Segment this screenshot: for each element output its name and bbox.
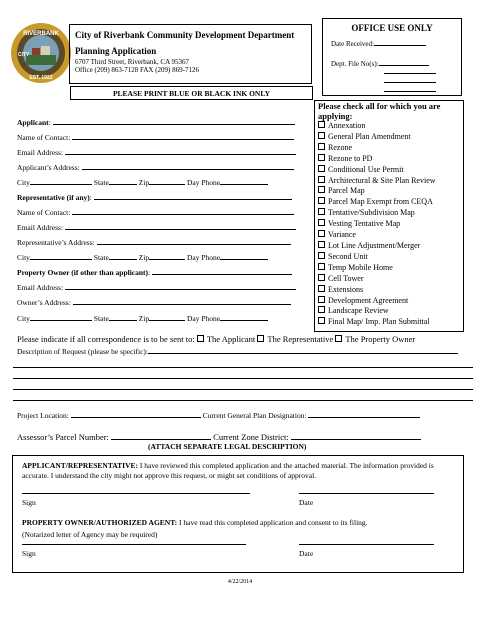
- dept-file-field[interactable]: [379, 58, 429, 66]
- header-frame: [69, 24, 312, 84]
- correspondence-option-owner[interactable]: The Property Owner: [335, 334, 415, 344]
- applicant-email-field[interactable]: [65, 147, 296, 155]
- owner-note: (Notarized letter of Agency may be required): [22, 530, 158, 539]
- checklist-item[interactable]: Annexation: [318, 121, 458, 132]
- applicant-row: Applicant:: [17, 117, 295, 127]
- date-received-field[interactable]: [374, 38, 426, 46]
- svg-text:CITY: CITY: [18, 52, 30, 58]
- checklist-item[interactable]: General Plan Amendment: [318, 132, 458, 143]
- apn-field[interactable]: [111, 432, 211, 440]
- ink-notice-box: [70, 86, 313, 100]
- applicant-email-row: Email Address:: [17, 147, 296, 157]
- org-phone: Office (209) 863-7128 FAX (209) 869-7126: [75, 66, 199, 74]
- rep-city-row: City State Zip Day Phone: [17, 252, 268, 262]
- rep-state-field[interactable]: [109, 252, 137, 260]
- svg-text:EST. 1922: EST. 1922: [29, 75, 53, 81]
- applicant-certification: APPLICANT/REPRESENTATIVE: I have reviewed this completed application and the attached material. The information provided is accurate. I understand the city might not approve this request, or might set conditions of approval.: [22, 461, 434, 480]
- owner-date-label: Date: [299, 549, 314, 558]
- checkbox-icon: [318, 143, 325, 150]
- description-field-line-1[interactable]: [148, 346, 458, 354]
- description-field-line-4[interactable]: [13, 389, 473, 390]
- rep-phone-field[interactable]: [220, 252, 268, 260]
- checkbox-icon: [318, 230, 325, 237]
- applicant-address-field[interactable]: [82, 162, 294, 170]
- rep-contact-name-row: Name of Contact:: [17, 207, 294, 217]
- owner-address-row: Owner’s Address:: [17, 297, 291, 307]
- project-location-field[interactable]: [71, 410, 201, 418]
- checklist-item[interactable]: Landscape Review: [318, 306, 458, 317]
- checkbox-icon: [318, 121, 325, 128]
- applicant-date-field[interactable]: [299, 493, 434, 494]
- owner-zip-field[interactable]: [149, 313, 185, 321]
- org-name: City of Riverbank Community Development Department: [75, 30, 295, 40]
- contact-name-field[interactable]: [72, 132, 294, 140]
- rep-address-row: Representative’s Address:: [17, 237, 291, 247]
- owner-email-row: Email Address:: [17, 282, 296, 292]
- org-address: 6707 Third Street, Riverbank, CA 95367: [75, 58, 189, 66]
- correspondence-option-applicant[interactable]: The Applicant: [197, 334, 255, 344]
- applicant-phone-field[interactable]: [220, 177, 268, 185]
- checklist-item[interactable]: Variance: [318, 230, 458, 241]
- checkbox-icon: [318, 186, 325, 193]
- dept-file-label: Dept. File No(s):: [331, 58, 429, 68]
- applicant-sign-field[interactable]: [22, 493, 250, 494]
- attach-note: (ATTACH SEPARATE LEGAL DESCRIPTION): [148, 442, 307, 451]
- checkbox-icon: [318, 219, 325, 226]
- checklist-item[interactable]: Temp Mobile Home: [318, 263, 458, 274]
- rep-contact-name-field[interactable]: [72, 207, 294, 215]
- current-zone-field[interactable]: [291, 432, 421, 440]
- application-type-checklist: [318, 101, 458, 328]
- applicant-sign-label: Sign: [22, 498, 36, 507]
- checklist-title: Please check all for which you are applying:: [318, 101, 441, 121]
- owner-email-field[interactable]: [65, 282, 296, 290]
- rep-zip-field[interactable]: [149, 252, 185, 260]
- apn-row: Assessor’s Parcel Number: Current Zone District:: [17, 432, 421, 442]
- office-use-title: OFFICE USE ONLY: [351, 23, 433, 33]
- description-field-line-3[interactable]: [13, 378, 473, 379]
- ink-notice: PLEASE PRINT BLUE OR BLACK INK ONLY: [112, 89, 271, 98]
- applicant-zip-field[interactable]: [149, 177, 185, 185]
- dept-file-line-4[interactable]: [384, 91, 436, 92]
- owner-address-field[interactable]: [73, 297, 291, 305]
- description-label-row: Description of Request (please be specific):: [17, 346, 458, 356]
- checkbox-icon: [318, 252, 325, 259]
- checkbox-icon: [318, 241, 325, 248]
- footer-date: 4/22/2014: [227, 579, 253, 585]
- rep-address-field[interactable]: [97, 237, 291, 245]
- checkbox-icon: [318, 132, 325, 139]
- dept-file-line-2[interactable]: [384, 73, 436, 74]
- owner-city-field[interactable]: [30, 313, 92, 321]
- checklist-item[interactable]: Rezone: [318, 143, 458, 154]
- checklist-item[interactable]: Development Agreement: [318, 296, 458, 307]
- rep-email-row: Email Address:: [17, 222, 296, 232]
- checklist-item[interactable]: Parcel Map: [318, 186, 458, 197]
- representative-field[interactable]: [94, 192, 292, 200]
- checkbox-icon: [318, 285, 325, 292]
- checkbox-icon: [318, 197, 325, 204]
- applicant-state-field[interactable]: [109, 177, 137, 185]
- checklist-item[interactable]: Extensions: [318, 285, 458, 296]
- checkbox-icon: [318, 296, 325, 303]
- applicant-city-field[interactable]: [30, 177, 92, 185]
- rep-email-field[interactable]: [65, 222, 296, 230]
- checkbox-icon: [335, 335, 342, 342]
- owner-sign-label: Sign: [22, 549, 36, 558]
- checklist-item[interactable]: Tentative/Subdivision Map: [318, 208, 458, 219]
- contact-name-row: Name of Contact:: [17, 132, 294, 142]
- owner-certification: PROPERTY OWNER/AUTHORIZED AGENT: I have read this completed application and consent to its filing.: [22, 518, 368, 527]
- checklist-item[interactable]: Rezone to PD: [318, 154, 458, 165]
- applicant-date-label: Date: [299, 498, 314, 507]
- city-seal-logo: [10, 22, 72, 84]
- owner-state-field[interactable]: [109, 313, 137, 321]
- date-received-label: Date Received:: [331, 38, 426, 48]
- correspondence-option-representative[interactable]: The Representative: [257, 334, 333, 344]
- description-field-line-5[interactable]: [13, 400, 473, 401]
- project-location-row: Project Location: Current General Plan Designation:: [17, 410, 420, 420]
- owner-sign-field[interactable]: [22, 544, 246, 545]
- owner-date-field[interactable]: [299, 544, 434, 545]
- rep-city-field[interactable]: [30, 252, 92, 260]
- checkbox-icon: [318, 154, 325, 161]
- checkbox-icon: [318, 306, 325, 313]
- office-use-box: [322, 18, 462, 96]
- checkbox-icon: [318, 263, 325, 270]
- checkbox-icon: [257, 335, 264, 342]
- checklist-item[interactable]: Final Map/ Imp. Plan Submittal: [318, 317, 458, 328]
- checkbox-icon: [197, 335, 204, 342]
- checkbox-icon: [318, 176, 325, 183]
- description-field-line-2[interactable]: [13, 367, 473, 368]
- form-title: Planning Application: [75, 46, 157, 56]
- property-owner-row: Property Owner (if other than applicant):: [17, 267, 292, 277]
- checklist-item[interactable]: Second Unit: [318, 252, 458, 263]
- current-gp-field[interactable]: [308, 410, 420, 418]
- checklist-item[interactable]: Architectural & Site Plan Review: [318, 176, 458, 187]
- owner-city-row: City State Zip Day Phone: [17, 313, 268, 323]
- checkbox-icon: [318, 317, 325, 324]
- property-owner-field[interactable]: [152, 267, 292, 275]
- applicant-city-row: City State Zip Day Phone: [17, 177, 268, 187]
- checklist-item[interactable]: Lot Line Adjustment/Merger: [318, 241, 458, 252]
- correspondence-row: Please indicate if all correspondence is to be sent to: The Applicant The Representative The Property Owner: [17, 334, 416, 344]
- applicant-address-row: Applicant’s Address:: [17, 162, 294, 172]
- checklist-item[interactable]: Vesting Tentative Map: [318, 219, 458, 230]
- owner-phone-field[interactable]: [220, 313, 268, 321]
- checkbox-icon: [318, 208, 325, 215]
- checkbox-icon: [318, 274, 325, 281]
- checklist-item[interactable]: Cell Tower: [318, 274, 458, 285]
- dept-file-line-3[interactable]: [384, 82, 436, 83]
- representative-row: Representative (if any):: [17, 192, 292, 202]
- applicant-field[interactable]: [53, 117, 295, 125]
- svg-text:RIVERBANK: RIVERBANK: [23, 31, 59, 37]
- checklist-item[interactable]: Conditional Use Permit: [318, 165, 458, 176]
- checkbox-icon: [318, 165, 325, 172]
- checklist-item[interactable]: Parcel Map Exempt from CEQA: [318, 197, 458, 208]
